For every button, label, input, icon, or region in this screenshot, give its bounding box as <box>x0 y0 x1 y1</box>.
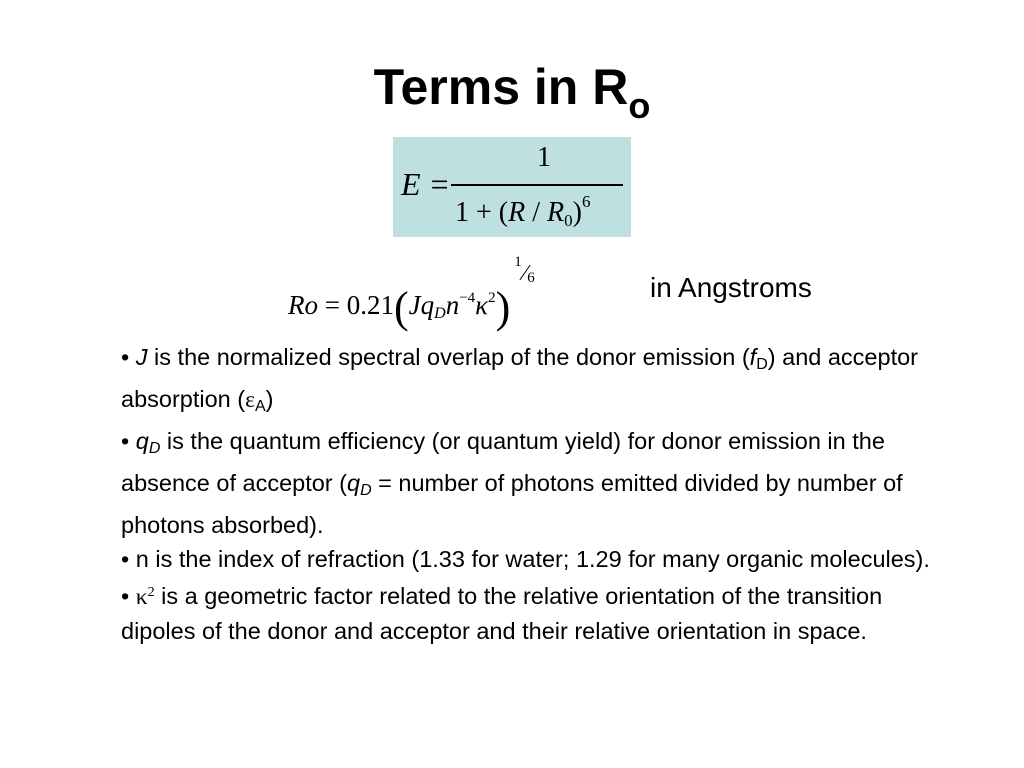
term-definitions <box>121 340 941 648</box>
bullet-qd: • $q_D$ is the quantum efficiency (or quantum yield) for donor emission in the absence of acceptor ($q_D$ = number of photons emitted divided by number of photons absorbed). <box>121 428 903 538</box>
slide-title <box>0 59 1024 126</box>
units-label: in Angstroms <box>650 272 812 303</box>
forster-distance-equation: $Ro = 0.21(Jq_Dn^{-4}\kappa^2)$ 1 6 <box>288 266 540 333</box>
title-subscript: o <box>628 85 651 126</box>
equation-numerator: 1 <box>537 142 551 173</box>
fret-efficiency-equation <box>393 137 631 237</box>
fraction-bar <box>451 184 623 186</box>
bullet-j: • J is the normalized spectral overlap of the donor emission $(f_D)$ and acceptor absorption $(\varepsilon_A)$ <box>121 344 918 415</box>
equation-denominator: $1 + (R / R_0)^6$ <box>455 192 591 230</box>
equation-lhs: E = <box>401 166 451 202</box>
title-main: Terms in R <box>373 59 629 115</box>
one-sixth-exponent: 1 6 <box>514 254 535 286</box>
bullet-kappa: • $\kappa^2$ is a geometric factor related to the relative orientation of the transition dipoles of the donor and acceptor and their relative orientation in space. <box>121 583 883 644</box>
bullet-n: • n is the index of refraction (1.33 for water; 1.29 for many organic molecules). <box>121 546 930 572</box>
